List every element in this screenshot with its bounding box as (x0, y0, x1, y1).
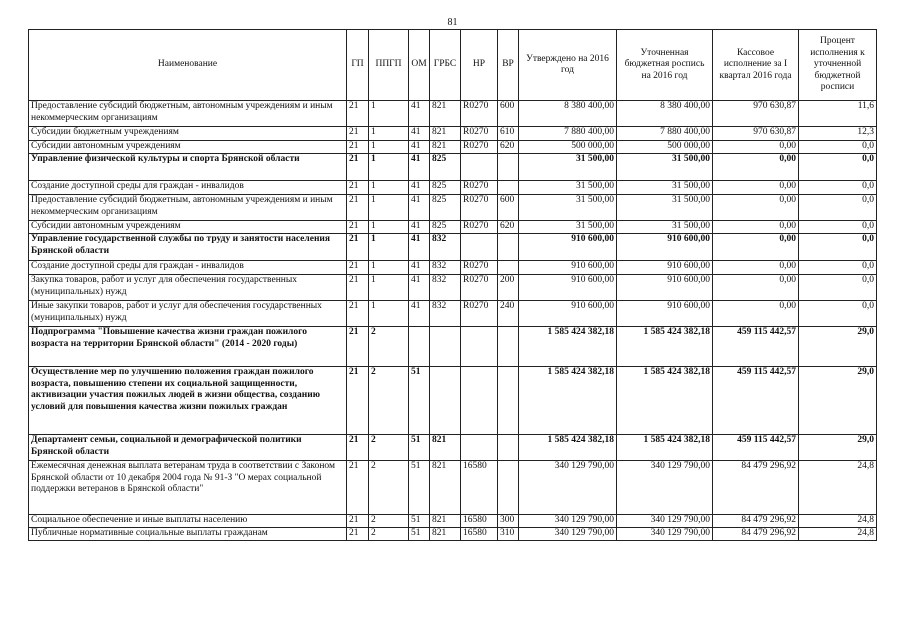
cell-name: Закупка товаров, работ и услуг для обеспечения государственных (муниципальных) нужд (29, 275, 347, 301)
cell-ppgp: 2 (369, 515, 409, 528)
cell-name: Управление государственной службы по труду и занятости населения Брянской области (29, 234, 347, 261)
cell-cash: 84 479 296,92 (713, 515, 799, 528)
cell-name: Субсидии автономным учреждениям (29, 221, 347, 234)
cell-percent: 0,0 (799, 154, 877, 181)
cell-approved: 8 380 400,00 (519, 101, 617, 127)
cell-percent: 0,0 (799, 221, 877, 234)
cell-approved: 1 585 424 382,18 (519, 327, 617, 367)
cell-name: Субсидии автономным учреждениям (29, 141, 347, 154)
cell-refined: 910 600,00 (617, 261, 713, 275)
cell-cash: 0,00 (713, 301, 799, 327)
cell-vr (498, 234, 519, 261)
cell-nr: 16580 (461, 528, 498, 541)
cell-vr: 600 (498, 195, 519, 221)
cell-nr: R0270 (461, 181, 498, 195)
cell-grbs (430, 367, 461, 435)
table-row (29, 234, 877, 261)
header-nr: НР (461, 30, 498, 101)
cell-approved: 910 600,00 (519, 275, 617, 301)
table-row (29, 154, 877, 181)
cell-name: Предоставление субсидий бюджетным, автономным учреждениям и иным некоммерческим организациям (29, 195, 347, 221)
cell-ppgp: 2 (369, 327, 409, 367)
cell-nr: R0270 (461, 141, 498, 154)
cell-approved: 910 600,00 (519, 234, 617, 261)
header-om: ОМ (409, 30, 430, 101)
cell-gp: 21 (347, 261, 369, 275)
cell-ppgp: 2 (369, 528, 409, 541)
cell-approved: 31 500,00 (519, 195, 617, 221)
cell-refined: 910 600,00 (617, 234, 713, 261)
cell-approved: 910 600,00 (519, 261, 617, 275)
table-row (29, 261, 877, 275)
cell-ppgp: 1 (369, 301, 409, 327)
cell-vr (498, 461, 519, 515)
cell-grbs: 821 (430, 127, 461, 141)
cell-refined: 340 129 790,00 (617, 461, 713, 515)
cell-nr: R0270 (461, 221, 498, 234)
cell-name: Подпрограмма "Повышение качества жизни граждан пожилого возраста на территории Брянской области" (2014 - 2020 годы) (29, 327, 347, 367)
cell-nr: R0270 (461, 275, 498, 301)
header-ppgp: ППГП (369, 30, 409, 101)
cell-name: Предоставление субсидий бюджетным, автономным учреждениям и иным некоммерческим организациям (29, 101, 347, 127)
cell-approved: 31 500,00 (519, 181, 617, 195)
cell-cash: 84 479 296,92 (713, 461, 799, 515)
table-row (29, 435, 877, 461)
cell-cash: 0,00 (713, 195, 799, 221)
cell-ppgp: 2 (369, 461, 409, 515)
table-row (29, 327, 877, 367)
cell-nr (461, 327, 498, 367)
cell-name: Социальное обеспечение и иные выплаты населению (29, 515, 347, 528)
cell-nr (461, 234, 498, 261)
cell-nr: 16580 (461, 461, 498, 515)
cell-gp: 21 (347, 221, 369, 234)
cell-gp: 21 (347, 127, 369, 141)
cell-cash: 970 630,87 (713, 101, 799, 127)
table-row (29, 275, 877, 301)
cell-nr: R0270 (461, 127, 498, 141)
cell-ppgp: 2 (369, 367, 409, 435)
cell-gp: 21 (347, 154, 369, 181)
cell-om: 41 (409, 141, 430, 154)
cell-ppgp: 1 (369, 141, 409, 154)
cell-cash: 0,00 (713, 141, 799, 154)
header-gp: ГП (347, 30, 369, 101)
cell-cash: 84 479 296,92 (713, 528, 799, 541)
cell-om: 51 (409, 515, 430, 528)
cell-om: 51 (409, 528, 430, 541)
cell-gp: 21 (347, 327, 369, 367)
cell-om: 41 (409, 181, 430, 195)
cell-refined: 1 585 424 382,18 (617, 367, 713, 435)
cell-name: Субсидии бюджетным учреждениям (29, 127, 347, 141)
cell-gp: 21 (347, 461, 369, 515)
header-grbs: ГРБС (430, 30, 461, 101)
cell-approved: 340 129 790,00 (519, 515, 617, 528)
cell-approved: 7 880 400,00 (519, 127, 617, 141)
cell-cash: 0,00 (713, 181, 799, 195)
cell-gp: 21 (347, 515, 369, 528)
cell-approved: 31 500,00 (519, 221, 617, 234)
cell-grbs: 821 (430, 435, 461, 461)
cell-nr: R0270 (461, 261, 498, 275)
cell-vr: 300 (498, 515, 519, 528)
cell-name: Департамент семьи, социальной и демографической политики Брянской области (29, 435, 347, 461)
cell-grbs: 821 (430, 461, 461, 515)
cell-om: 51 (409, 367, 430, 435)
cell-percent: 0,0 (799, 141, 877, 154)
cell-cash: 459 115 442,57 (713, 367, 799, 435)
cell-approved: 1 585 424 382,18 (519, 367, 617, 435)
header-refined: Уточненная бюджетная роспись на 2016 год (617, 30, 713, 101)
cell-cash: 0,00 (713, 234, 799, 261)
cell-grbs: 825 (430, 181, 461, 195)
cell-cash: 0,00 (713, 275, 799, 301)
cell-om: 41 (409, 154, 430, 181)
cell-ppgp: 1 (369, 127, 409, 141)
cell-refined: 8 380 400,00 (617, 101, 713, 127)
table-body (29, 101, 877, 541)
cell-name: Ежемесячная денежная выплата ветеранам труда в соответствии с Законом Брянской области от 10 декабря 2004 года № 91-З "О мерах социальной поддержки ветеранов в Брянской области" (29, 461, 347, 515)
cell-name: Создание доступной среды для граждан - инвалидов (29, 261, 347, 275)
cell-refined: 31 500,00 (617, 195, 713, 221)
cell-cash: 0,00 (713, 154, 799, 181)
cell-cash: 0,00 (713, 221, 799, 234)
cell-vr: 620 (498, 221, 519, 234)
table-row (29, 101, 877, 127)
table-row (29, 141, 877, 154)
cell-percent: 0,0 (799, 275, 877, 301)
cell-om: 41 (409, 261, 430, 275)
cell-nr: R0270 (461, 301, 498, 327)
cell-gp: 21 (347, 435, 369, 461)
cell-vr: 610 (498, 127, 519, 141)
cell-percent: 24,8 (799, 528, 877, 541)
cell-om: 51 (409, 435, 430, 461)
cell-percent: 24,8 (799, 461, 877, 515)
cell-vr (498, 435, 519, 461)
cell-refined: 500 000,00 (617, 141, 713, 154)
header-vr: ВР (498, 30, 519, 101)
cell-ppgp: 2 (369, 435, 409, 461)
cell-vr: 240 (498, 301, 519, 327)
cell-refined: 7 880 400,00 (617, 127, 713, 141)
cell-nr (461, 367, 498, 435)
table-row (29, 221, 877, 234)
cell-cash: 0,00 (713, 261, 799, 275)
cell-refined: 1 585 424 382,18 (617, 435, 713, 461)
table-row (29, 181, 877, 195)
table-row (29, 515, 877, 528)
cell-ppgp: 1 (369, 261, 409, 275)
header-name: Наименование (29, 30, 347, 101)
cell-percent: 12,3 (799, 127, 877, 141)
header-percent: Процент исполнения к уточненной бюджетной росписи (799, 30, 877, 101)
cell-grbs: 825 (430, 154, 461, 181)
cell-refined: 1 585 424 382,18 (617, 327, 713, 367)
cell-grbs (430, 327, 461, 367)
cell-name: Публичные нормативные социальные выплаты гражданам (29, 528, 347, 541)
cell-vr: 600 (498, 101, 519, 127)
cell-gp: 21 (347, 181, 369, 195)
table-row (29, 367, 877, 435)
cell-name: Создание доступной среды для граждан - инвалидов (29, 181, 347, 195)
cell-om: 41 (409, 221, 430, 234)
cell-percent: 0,0 (799, 234, 877, 261)
cell-nr (461, 154, 498, 181)
table-row (29, 461, 877, 515)
cell-nr (461, 435, 498, 461)
cell-percent: 0,0 (799, 301, 877, 327)
table-row (29, 528, 877, 541)
cell-gp: 21 (347, 301, 369, 327)
cell-ppgp: 1 (369, 154, 409, 181)
cell-grbs: 821 (430, 101, 461, 127)
cell-nr: R0270 (461, 101, 498, 127)
table-row (29, 195, 877, 221)
cell-percent: 29,0 (799, 327, 877, 367)
cell-approved: 31 500,00 (519, 154, 617, 181)
cell-refined: 31 500,00 (617, 181, 713, 195)
cell-grbs: 825 (430, 195, 461, 221)
cell-cash: 459 115 442,57 (713, 435, 799, 461)
page-number: 81 (447, 17, 458, 28)
budget-table (28, 29, 877, 541)
cell-vr (498, 181, 519, 195)
cell-om: 41 (409, 301, 430, 327)
cell-vr (498, 327, 519, 367)
cell-cash: 970 630,87 (713, 127, 799, 141)
cell-om: 41 (409, 101, 430, 127)
cell-refined: 910 600,00 (617, 301, 713, 327)
cell-grbs: 825 (430, 221, 461, 234)
table-header-row (29, 30, 877, 101)
cell-percent: 0,0 (799, 181, 877, 195)
cell-ppgp: 1 (369, 181, 409, 195)
cell-vr (498, 154, 519, 181)
cell-grbs: 832 (430, 234, 461, 261)
cell-gp: 21 (347, 101, 369, 127)
cell-percent: 29,0 (799, 367, 877, 435)
cell-refined: 31 500,00 (617, 221, 713, 234)
cell-ppgp: 1 (369, 221, 409, 234)
cell-approved: 910 600,00 (519, 301, 617, 327)
cell-percent: 24,8 (799, 515, 877, 528)
cell-gp: 21 (347, 367, 369, 435)
table-row (29, 127, 877, 141)
cell-approved: 340 129 790,00 (519, 528, 617, 541)
cell-vr (498, 261, 519, 275)
cell-grbs: 821 (430, 515, 461, 528)
cell-ppgp: 1 (369, 195, 409, 221)
cell-grbs: 832 (430, 261, 461, 275)
cell-gp: 21 (347, 141, 369, 154)
cell-om: 41 (409, 234, 430, 261)
cell-grbs: 832 (430, 275, 461, 301)
cell-vr: 620 (498, 141, 519, 154)
cell-percent: 29,0 (799, 435, 877, 461)
header-cash: Кассовое исполнение за I квартал 2016 года (713, 30, 799, 101)
cell-om: 51 (409, 461, 430, 515)
cell-om (409, 327, 430, 367)
table-row (29, 301, 877, 327)
cell-ppgp: 1 (369, 275, 409, 301)
cell-gp: 21 (347, 528, 369, 541)
cell-vr: 310 (498, 528, 519, 541)
cell-ppgp: 1 (369, 101, 409, 127)
cell-vr (498, 367, 519, 435)
cell-percent: 0,0 (799, 195, 877, 221)
cell-cash: 459 115 442,57 (713, 327, 799, 367)
cell-gp: 21 (347, 195, 369, 221)
cell-refined: 340 129 790,00 (617, 528, 713, 541)
cell-nr: 16580 (461, 515, 498, 528)
cell-approved: 1 585 424 382,18 (519, 435, 617, 461)
cell-approved: 340 129 790,00 (519, 461, 617, 515)
cell-name: Иные закупки товаров, работ и услуг для обеспечения государственных (муниципальных) нужд (29, 301, 347, 327)
cell-grbs: 832 (430, 301, 461, 327)
cell-gp: 21 (347, 275, 369, 301)
cell-gp: 21 (347, 234, 369, 261)
cell-om: 41 (409, 275, 430, 301)
cell-percent: 11,6 (799, 101, 877, 127)
cell-approved: 500 000,00 (519, 141, 617, 154)
cell-percent: 0,0 (799, 261, 877, 275)
header-approved: Утверждено на 2016 год (519, 30, 617, 101)
cell-name: Осуществление мер по улучшению положения граждан пожилого возраста, повышению степени их социальной защищенности, активизации участия пожилых людей в жизни общества, созданию условий для повышения качества жизни пожилых граждан (29, 367, 347, 435)
cell-grbs: 821 (430, 528, 461, 541)
cell-name: Управление физической культуры и спорта Брянской области (29, 154, 347, 181)
cell-grbs: 821 (430, 141, 461, 154)
cell-om: 41 (409, 127, 430, 141)
cell-nr: R0270 (461, 195, 498, 221)
cell-om: 41 (409, 195, 430, 221)
cell-ppgp: 1 (369, 234, 409, 261)
cell-refined: 31 500,00 (617, 154, 713, 181)
cell-refined: 340 129 790,00 (617, 515, 713, 528)
cell-vr: 200 (498, 275, 519, 301)
cell-refined: 910 600,00 (617, 275, 713, 301)
